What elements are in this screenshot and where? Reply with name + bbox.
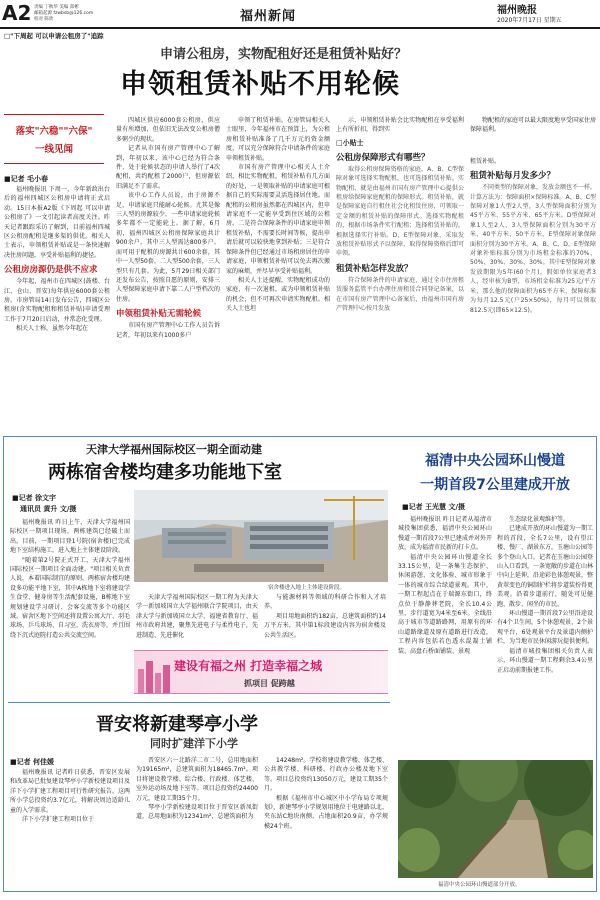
article4-rule [8, 702, 390, 703]
masthead-rule [0, 27, 600, 29]
article1-col5: 物配租的家庭可以最大限度地享受国家住房保障福利。 租赁补贴。 租赁补贴每月发多少？ 不同类型的保障对象，发放金额也不一样，计算方法为：保障面积×保障标准。A、B、C型保障对象1人型2人型，3人型保障面积分别为45平方米、55平方米、65平方米。D型保障对象1人至2人、3人型保障面积分别为30平方米、40平方米、50平方米，E型保障对象保障面积分别为30平方米。A、B、C、D、E型保障对象补贴标准分别为市场租金标准的70%、50%、30%、30%、30%。其中E型保障对象发放期限为5年(60个月)。假如单位家庭者3人，经审核为B型，市场租金标准为25元/平方米，那么他的保障面积为65平方米，保障标准为每月12.5元(户25×50%)，每月可以领取812.5元(即65×12.5)。 [470, 117, 597, 314]
subhead-how-much: 租赁补贴每月发多少？ [470, 171, 556, 182]
article1-subtitle: 申请公租房，实物配租好还是租赁补贴好？ [160, 47, 408, 62]
article2-kicker: 天津大学福州国际校区一期全面动建 [86, 443, 262, 456]
slogan-line2: 一线见闻 [34, 144, 73, 155]
article1-col4: 示，申领租赁补贴会比实物配租在享受福利上有所折扣，得到实 □小贴士 公租房保障形式有哪些？ 取得公租房保障资格的家庭，A、B、C型保障对象可选择实物配租，也可选择租赁补贴。实物配租，就是由福州市国有房产管理中心提供公租房给保障家庭配租的保障形式。租赁补贴，就是保障家庭自行租住社会化租赁住房，可领取一定金额的租赁补贴的保障形式。选择实物配租的，根据市场条件实行配租；选择租赁补贴的，根据选择实行补贴。D、E型保障对象，采取发放租赁补贴形式予以保障，取得保障资格后即可申领。 租赁补贴怎样发放？ 符合保障条件的申请家庭，通过全市住房租赁服务监管平台办理住房租赁合同登记备案，以在市国有房产管理中心备案后，由福州市国有房产管理中心按月发放 [336, 117, 464, 313]
subhead-supply: 公租房房源仍是供不应求 [4, 265, 98, 276]
slogan-box [4, 114, 104, 164]
page-number: A2 [2, 1, 32, 25]
article4-reporter: ■记者 何佳媛 [10, 758, 55, 766]
article1-col2: 四城区供应6000套公租房，供应量有所增加，但依旧无法改变公租房僧多粥少的现状。 记者从市国有房产管理中心了解到，年初以来，该中心已经为符合条件、处于轮候状态的申请人举行了4次配租，共约配租了2000户，但房源依旧满足不了需求。 该中心工作人员说，由于房源不足，申请家庭只能耐心轮候。尤其是像三人型的房源较少，一些申请家庭轮候多年都不一定能轮上。据了解，6月初，福州四城区公租房保障家庭共计900余户，其中三人型需达800多户。而可用于配租的房源共计600余套，其中一人型50套，二人型500余套，三人型只有几套。为此，5月29日相关部门还发布公告，按照自愿的原则，安排三人型保障家庭申请下靠二人户型档次的住房。 申领租赁补贴无需轮候 市国有房产管理中心工作人员告诉记者，年初以来有1000多户 [116, 117, 220, 339]
issue-date: 2020年7月17日 星期五 [497, 17, 562, 24]
banner-main-text: 建设有福之州 打造幸福之城 [174, 659, 323, 673]
article3-headline: 福清中央公园环山慢道 一期首段7公里建成开放 [420, 453, 570, 493]
city-skyline-icon [136, 655, 172, 693]
article3-photo-caption: 福清中央公园环山慢道部分开放。 [438, 882, 521, 888]
slogan-line1: 落实"六稳""六保" [15, 126, 93, 137]
article4-col1: 福州晚报讯 记者昨日获悉，晋安区发展和改革局已批复建设琴亭小学新校建设项目及洋下小学扩建工程项目可行性研究报告。这两所小学总投资约3.7亿元，将解决周边适龄儿童的入学需求。 洋下小学扩建工程项目位于 [10, 769, 131, 824]
article2-col2: 天津大学福州国际校区一期工程为天津大学一新加坡国立大学福州联合学院项目，由天津大学与新加坡国立大学、福建省教育厅、福州市政府共建，聚焦先进电子与柔性电子，先进制造、先进催化 [136, 594, 258, 639]
article1-col3: 申领了租赁补贴。在房管局相关人士眼里，今年福州市在预算上，为公租房租赁补贴准备了几千万元的资金额度，可以充分保障符合申请条件的家庭申领租赁补贴。 市国有房产管理中心相关人士介绍，相比实物配租，租赁补贴有几方面的好处，一是领取补贴的申请家庭可根据自己的实际需要灵活选择居住地。而配租的公租房虽然都在四城区内，但申请家庭不一定能享受到住区域的公租房。二是符合保障条件的申请家庭申领租赁补贴，不需要长时间等候，提出申请后就可以较快地拿到补贴；三是符合保障条件但已经通过市场租房居住的申请家庭，申领租赁补贴可以免去再次搬家的麻烦，并尽早享受补贴福利。 相关人士还提醒，实物配租成功的家庭，有一次退租，或为申领租赁补贴的机会，但不可再次申请实物配租。相关人士也坦 [226, 117, 330, 313]
masthead [0, 0, 600, 30]
reporter-byline: ■记者 毛小春 [4, 175, 49, 183]
breadcrumb: □"下周起 可以申请公租房了"追踪 [4, 32, 104, 40]
article2-col1: 福州晚报讯 昨日上午，天津大学福州国际校区一期项目现场，两栋建筑已经破土而出。目前，一期项目登1号院(宿舍楼)已完成地下室结构施工，进入地上主体建设阶段。 "随着第2号院正式开工，天津大学福州国际校区一期项目全面动建。"项目相关负责人说，本着国际制宜的原则，两栋宿舍楼均建设多功能平地下室，其中A栋地下室将建设学生食堂、健身房等生活配套设施，B栋地下室规划建设学习研讨、会客交流等多个功能区域。宿舍区地下空间还将设置公寓大厅、羽毛球场、乒乓球场、自习室、洗衣房等，并且围绕下沉式庭院打造公共交流空间。 [10, 519, 131, 639]
article1-headline: 申领租赁补贴不用轮候 [120, 69, 400, 100]
subhead-how-paid: 租赁补贴怎样发放？ [336, 263, 413, 274]
banner-sub-text: 抓项目 促跨越 [244, 679, 295, 688]
park-trail-photo [398, 760, 593, 878]
article3-reporter: ■记者 王光慧 文/摄 [402, 503, 466, 511]
article4-subtitle: 同时扩建洋下小学 [150, 737, 238, 750]
article4-col2: 晋安区六一北路洋二市二号，总用地面积为19165m²，总建筑面积为18465.7m²。项目将建设教学楼、综合楼、行政楼、体艺楼、室外运动场及地下室等。项目总投资约24400万元，建设工期35个月。 琴亭小学新校建设项目位于晋安区新凤街道，总用地面积为12341m²，总建筑面积为 [136, 757, 258, 821]
article2-col3: 与能源材料等领域的科研合作和人才培养。 项目用地面积约182亩，总建筑面积约14万平方米，其中第1标段建设内容为宿舍楼及公共生活区。 [264, 594, 386, 639]
article4-col3: 14248m²。学校将建设教学楼、体艺楼、公共教学楼、科研楼、行政办公楼及地下室等。项目总投资约13050万元，建设工期35个月。 根据《福州市中心城区中小学布局专项规划》，新建琴亭小学规划用地位于电建路以北，夹东站C地块南侧，占地面积20.9亩，办学规模24个班。 [264, 757, 388, 830]
subhead-no-queue: 申领租赁补贴无需轮候 [116, 309, 202, 320]
campaign-banner [134, 650, 388, 694]
article3-col2: 生态绿化景观维护等。 已建成开放的环山慢道为一期工程的首段，全长7公里，设有望江楼、慢厂、湖景东方，玉塘山公园等多个登山入口。记者在玉塘山公园登山入口看到，一条宽敞的步道在山林中向上延伸，沿途彩色体憩观景，整黄翠变色的铜制护栏将步道装扮得更美观。沿着步道前行，随处可见健跑、散步、闲坐的市民。 环山慢道一期首段7公里沿途设有4个卫生间，5个休憩观景、2个景观平台，6处观景平台及景道内侧护栏，为当地市民休闲游玩提供便利。 福清市城投集团相关负责人表示，环山慢道一期工程剩余3.4公里正启动前期报建工作。 [497, 516, 594, 674]
article2-reporter1: ■记者 徐文宇 [12, 494, 57, 502]
section-title: 福州新闻 [240, 9, 297, 24]
article2-reporter2: 通讯员 黄升 文/摄 [20, 505, 77, 513]
newspaper-logo: 福州晚报 [497, 5, 537, 16]
article3-col1: 福州晚报讯 昨日记者从福清市城投集团获悉，福清中央公园环山慢道一期首段7公里已建成并对外开放，成为福清市民新的打卡点。 福清中央公园环山慢道全长33.15公里，是一条集生态保护、休闲游憩、文化体验、城市形象于一体的城市综合绿道景观。其中，一期工程起点在于瑞源东街口，终点位于静静葬老院，全长10.4公里，步行道宽为4米至6米。全线沿高于城市等道路路网，用原有的环山道路缘道及原有道路进行改造，工程内容包括若色透水混凝土铺装、高盘石桥面铺装、景观 [398, 516, 492, 655]
edition-info: 责编 丁秋华 美编 郑彬 邮箱起源 fzwbsb@126.com 校对 陈欣 [34, 5, 94, 22]
subhead-forms: 公租房保障形式有哪些？ [336, 152, 430, 163]
article2-photo-caption: 宿舍楼进入地上主体建设阶段。 [268, 585, 346, 591]
construction-photo [134, 490, 388, 582]
article2-headline: 两栋宿舍楼均建多功能地下室 [48, 462, 282, 483]
article1-col1: 福州晚报讯 下周一，今年新政出台后的福州四城区公租房申请将正式启动。15日本报A2版《下周起 可以申请公租房了》一文引起读者高度关注。昨天记者跟踪采访了解到，目前福州四城区公租房配租是继多渠的供优。相关人士表示，申领租赁补贴或是一条快速解决住房问题，享受补贴福利的捷径。 公租房房源仍是供不应求 今年起，福州市在四城区(鼓楼、台江、仓山、晋安)每年供应6000套公租房。市房管局14日发布公告，四城区公租房(含实物配租和租赁补贴)申请受理工作于7月20日启动，并常态化受理。 相关人士称，虽然今年起在 [4, 186, 110, 333]
article4-headline: 晋安将新建琴亭小学 [96, 714, 258, 735]
tips-label: □小贴士 [336, 138, 364, 147]
